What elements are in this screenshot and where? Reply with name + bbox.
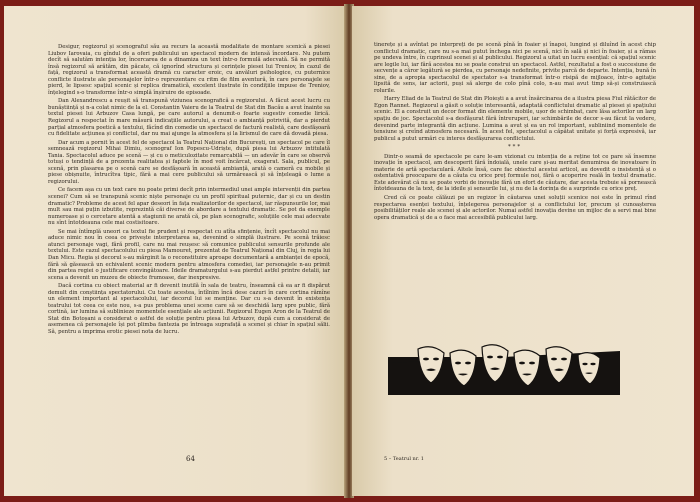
theatre-masks-icon [388, 341, 620, 405]
left-text-column [48, 44, 330, 336]
left-paragraph-2: Dan Alexandrescu a reușit să transpună viziunea scenografică a regizorului. A făcut acest lucru cu bunăștiință și n-a colat nimic de la el. Constantin Vaieru de la Teatrul de Stat din Bacău a avut înainte sa textul piesei lui Arbuzov Casa lungă, pe care autorul a denumit-o foarte sugestiv comedie lirică. Regizorul a respectat în mare măsură indicațiile autorului, a creat o ambianță potrivită, dar a pierdut parțial atmosfera poetică a textului, făcînd din comedie un spectacol de factură realistă, care desfășoară cu fidelitate acțiunea și conflictul, dar nu mai ajunge la atmosfera și la lirismul de care dă dovadă piesa. [48, 98, 330, 138]
left-paragraph-3: Dar acum a pornit în acest fel de spectacol la Teatrul Național din București, un spectacol pe care îl semnează regizorul Mihai Dimiu, scenograf Ion Popescu-Udriște, după piesa lui Arbuzov intitulată Tania. Spectacolul aduce pe scenă — și cu o meticulozitate remarcabilă — un adevăr în care se observă totuși o tendință de a prezenta realitatea și faptele în mod voit încărcat, exagerat. Sala, publicul, pe scenă, prin plasarea pe o scenă care se desfășoară în această ambianță, arată o cameră cu mobile și piese obișnuite, întrucîtva tipic, fără a mai cere publicului să urmărească și să înțeleagă o lume a regizorului. [48, 139, 330, 185]
running-footer: 5 – Teatrul nr. 1 [384, 456, 424, 462]
left-paragraph-4: Ce facem așa cu un text care nu poate primi decît prin intermediul unei ample intervenții din partea scenei? Cum să se transpună scenic niște personaje cu un profil spiritual puternic, dar și cu un destin dramatic? Probleme de acest fel apar deseori în fața realizatorilor de spectacol, iar răspunsurile lor, mai mult sau mai puțin izbutite, reprezintă căi diverse de abordare a textului dramatic. Se pot da exemple numeroase și o cercetare atentă a stagiunii ne arată că, pe plan scenografic, soluțiile cele mai adecvate nu sînt întotdeauna cele mai costisitoare. [48, 187, 330, 227]
page-number: 64 [186, 455, 195, 463]
left-paragraph-5: Se mai întîmplă uneori ca textul fie prudent și respectat cu atîta sfințenie, încît spectacolul nu mai aduce nimic nou în ceea ce privește interpretarea sa, devenind o simplă ilustrare. Pe scenă trăiesc atunci personaje vagi, fără profil, care nu mai reușesc să comunice publicului sensurile profunde ale textului. Este cazul spectacolului cu piesa Mamouret, prezentat de Teatrul Național din Cluj, în regia lui Dan Micu. Regia și decorul s-au mărginit la o reconstituire aproape documentară a ambianței de epocă, fără să găsească un echivalent scenic modern pentru atmosfera comediei, iar personajele n-au primit din partea regiei o justificare convingătoare. Ideile dramaturgului s-au pierdut astfel printre detalii, iar scena a devenit un muzeu de obiecte frumoase, dar inexpresive. [48, 228, 330, 281]
right-paragraph-2: Harry Eliad de la Teatrul de Stat din Ploiești a a avut însărcinarea de a ilustra piesa Fiul rătăcitor de Egon Rannet. Regizorul a găsit o soluție interesantă, adaptată conflictului dramatic al piesei și spațiului scenic. El a construit un decor format din elemente mobile, ușor de schimbat, care lăsa actorilor un larg spațiu de joc. Spectacolul s-a desfășurat fără întreruperi, iar schimbările de decor s-au făcut la vedere, devenind parte integrantă din acțiune. Lumina a avut și ea un rol important, subliniind momentele de tensiune și creînd atmosfera necesară. În acest fel, spectacolul a căpătat unitate și forță expresivă, iar publicul a putut urmări cu interes desfășurarea conflictului. [374, 96, 656, 142]
right-text-column [374, 42, 656, 221]
right-paragraph-4: Cred că ce poate călăuzi pe un regizor în căutarea unei soluții scenice noi este în primul rînd respectarea esenței textului, înțelegerea personajelor și a conflictului lor, precum și cunoașterea posibilităților reale ale scenei și ale actorilor. Numai astfel inovația devine un mijloc de a servi mai bine opera dramatică și de a o face mai accesibilă publicului larg. [374, 195, 656, 221]
left-paragraph-6: Dacă cortina cu obiect material ar fi devenit inutilă în sala de teatru, înseamnă că ea ar fi dispărut demult din conștiința spectatorului. Cu toate acestea, întîlnim încă dese cazuri în care cortina rămîne un element important al spectacolului, iar decorul lui se menține. Dar cu s-a devenit în existența teatrului tot ceea ce este nou, s-a pus problema unei scene care să se deschidă larg spre public, fără cortină, iar lumina să sublinieze momentele esențiale ale acțiunii. Regizorul Eugen Aron de la Teatrul de Stat din Botoșani a considerat o astfel de soluție pentru piesa lui Arbuzov, după cum a considerat de asemenea că personajele își pot plimba fantezia pe întreaga suprafață a scenei și chiar în spațiul sălii. Să, pentru a imprima erotic piesei nota de lucru. [48, 283, 330, 335]
right-paragraph-3: Dintr-o seamă de spectacole pe care le-am vizionat cu intenția de a reține tot ce pare să însemne inovație în spectacol, am descoperit fără îndoială, unele care și-au meritat denumirea de inovatoare în materie de artă spectaculară. Altele însă, care fac obiectul acestui articol, au dovedit o insistență și o ostentativă preocupare de a căuta cu orice preț formule noi, fără o acoperire reală în textul dramatic. Este adevărat că nu se poate vorbi de inovație fără un efort de căutare, dar acesta trebuie să pornească întotdeauna de la text, de la ideile și sensurile lui, și nu de la dorința de a surprinde cu orice preț. [374, 153, 656, 193]
right-page [352, 6, 694, 496]
left-page [4, 6, 346, 496]
right-paragraph-1: tinerețe și a avîntat pe interpreți de pe scenă pînă în foaier și înapoi, lungind și diluînd în acest chip conflictul dramatic, care nu s-a mai putut închega nici pe scenă, nici în sală și nici în foaier, și a rămas pe undeva între, în cuprinsul scenei și al publicului. Regizorul a uitat un lucru esențial: că spațiul scenic are legile lui, iar fără acestea nu se poate construi un spectacol. Astfel, rezultatul a fost o succesiune de secvențe a căror legătură se pierdea, cu personaje nedefinite, privite parcă de departe. Intenția, bună în sine, de a apropia spectacolul de spectator s-a transformat într-o risipă de mijloace, într-o agitație lipsită de sens, iar actorii, puși să alerge de colo pînă colo, n-au mai avut timp să-și construiască rolurile. [374, 42, 656, 94]
section-separator: *** [507, 144, 523, 151]
left-paragraph-1: Desigur, regizorul și scenograful său au recurs la această modalitate de montare scenică a piesei Liubov Iarovaia, cu gîndul de a oferi publicului un spectacol modern de intensă încordare. Nu putem decît să salutăm intenția lor, încercarea de a dinamiza un text într-o formulă adecvată. Să ne permită însă regizorul să arătăm, din păcate, că ignorînd structura și cerințele piesei lui Treniov, în cazul de față, regizorul a transformat această dramă cu caracter eroic, cu anvăluri psihologice, cu puternice conflicte ilustrate ale personajelor într-o reprezentare cu ritm de film aventură, în care personajele se pierd, le lipsesc spațiul scenic și replica dramatică, excelent ilustrate în condițiile impuse de Treniov, înțelegind s-o transforme într-o simplă înșiruire de episoade. [48, 44, 330, 96]
